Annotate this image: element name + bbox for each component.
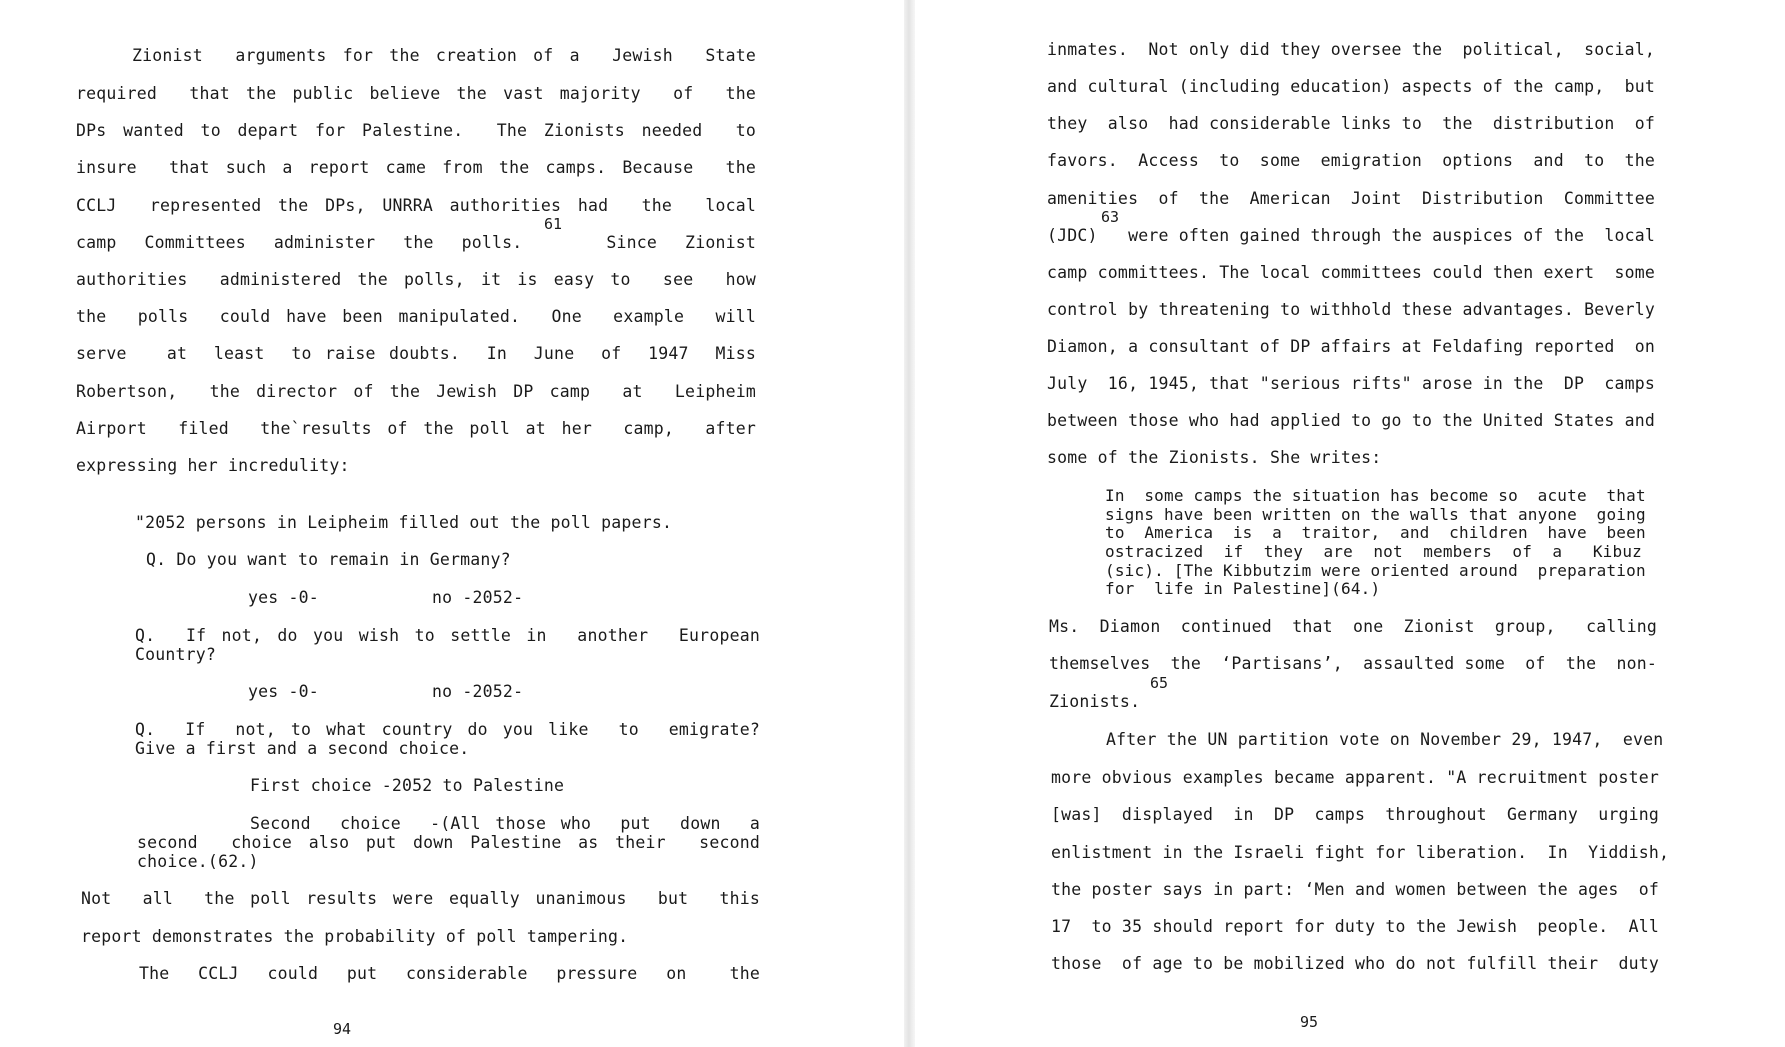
- poll-answer-yes: yes -0-: [248, 588, 319, 607]
- text-line: the poster says in part: ‘Men and women between the ages of: [1051, 880, 1660, 899]
- footnote-marker: 63: [1101, 208, 1120, 226]
- text-line: Diamon, a consultant of DP affairs at Feldafing reported on: [1047, 337, 1656, 356]
- text-line: inmates. Not only did they oversee the political, social,: [1047, 40, 1656, 59]
- poll-question: Q. Do you want to remain in Germany?: [146, 550, 511, 569]
- text-line: expressing her incredulity:: [76, 456, 350, 475]
- footnote-marker: 65: [1150, 674, 1169, 692]
- poll-answer: choice.(62.): [137, 852, 259, 871]
- block-quote-line: ostracized if they are not members of a Kibuz: [1105, 542, 1642, 561]
- text-line: favors. Access to some emigration options and to the: [1047, 151, 1656, 170]
- text-line: they also had considerable links to the distribution of: [1047, 114, 1656, 133]
- poll-answer: Second choice -(All those who put down a: [250, 814, 760, 833]
- text-line: Airport filed the`results of the poll at her camp, after: [76, 419, 756, 438]
- poll-question: Q. If not, to what country do you like to emigrate?: [135, 720, 760, 739]
- poll-answer: second choice also put down Palestine as their second: [137, 833, 760, 852]
- text-line: control by threatening to withhold these advantages. Beverly: [1047, 300, 1656, 319]
- text-line: July 16, 1945, that "serious rifts" arose in the DP camps: [1047, 374, 1656, 393]
- block-quote-line: In some camps the situation has become so acute that: [1105, 486, 1646, 505]
- quote-intro: "2052 persons in Leipheim filled out the poll papers.: [135, 513, 673, 532]
- page-number: 94: [333, 1020, 352, 1038]
- footnote-marker: 61: [544, 215, 563, 233]
- page-gutter: [904, 0, 915, 1047]
- text-line: The CCLJ could put considerable pressure on the: [139, 964, 760, 983]
- poll-answer-no: no -2052-: [432, 588, 524, 607]
- block-quote-line: signs have been written on the walls that anyone going: [1105, 505, 1646, 524]
- text-line: enlistment in the Israeli fight for liberation. In Yiddish,: [1051, 843, 1670, 862]
- text-line: Ms. Diamon continued that one Zionist group, calling: [1049, 617, 1658, 636]
- poll-answer-yes: yes -0-: [248, 682, 319, 701]
- text-line: [was] displayed in DP camps throughout Germany urging: [1051, 805, 1660, 824]
- text-line: some of the Zionists. She writes:: [1047, 448, 1382, 467]
- text-line: camp Committees administer the polls. Since Zionist: [76, 233, 756, 252]
- text-line: DPs wanted to depart for Palestine. The Zionists needed to: [76, 121, 756, 140]
- text-line: and cultural (including education) aspects of the camp, but: [1047, 77, 1656, 96]
- text-line: amenities of the American Joint Distribution Committee: [1047, 189, 1656, 208]
- text-line: After the UN partition vote on November 29, 1947, even: [1106, 730, 1664, 749]
- block-quote-line: to America is a traitor, and children have been: [1105, 523, 1646, 542]
- text-line: Not all the poll results were equally unanimous but this: [81, 889, 760, 908]
- poll-answer: First choice -2052 to Palestine: [250, 776, 565, 795]
- right-page: [915, 0, 1785, 1047]
- text-line: Zionist arguments for the creation of a Jewish State: [132, 46, 756, 65]
- text-line: those of age to be mobilized who do not fulfill their duty: [1051, 954, 1660, 973]
- text-line: between those who had applied to go to the United States and: [1047, 411, 1656, 430]
- poll-question: Give a first and a second choice.: [135, 739, 470, 758]
- text-line: authorities administered the polls, it is easy to see how: [76, 270, 756, 289]
- text-line: 17 to 35 should report for duty to the Jewish people. All: [1051, 917, 1660, 936]
- text-line: more obvious examples became apparent. "A recruitment poster: [1051, 768, 1660, 787]
- block-quote-line: (sic). [The Kibbutzim were oriented around preparation: [1105, 561, 1646, 580]
- text-line: the polls could have been manipulated. One example will: [76, 307, 756, 326]
- poll-question: Q. If not, do you wish to settle in another European: [135, 626, 760, 645]
- poll-answer-no: no -2052-: [432, 682, 524, 701]
- poll-question: Country?: [135, 645, 217, 664]
- page-number: 95: [1300, 1013, 1319, 1031]
- text-line: CCLJ represented the DPs, UNRRA authorities had the local: [76, 196, 756, 215]
- text-line: themselves the ‘Partisans’, assaulted some of the non-: [1049, 654, 1658, 673]
- text-line: Robertson, the director of the Jewish DP camp at Leipheim: [76, 382, 756, 401]
- text-line: required that the public believe the vast majority of the: [76, 84, 756, 103]
- text-line: Zionists.: [1049, 692, 1141, 711]
- text-line: insure that such a report came from the camps. Because the: [76, 158, 756, 177]
- text-line: report demonstrates the probability of poll tampering.: [81, 927, 629, 946]
- text-line: serve at least to raise doubts. In June of 1947 Miss: [76, 344, 756, 363]
- text-line: camp committees. The local committees could then exert some: [1047, 263, 1656, 282]
- block-quote-line: for life in Palestine](64.): [1105, 579, 1381, 598]
- text-line: (JDC) were often gained through the auspices of the local: [1047, 226, 1656, 245]
